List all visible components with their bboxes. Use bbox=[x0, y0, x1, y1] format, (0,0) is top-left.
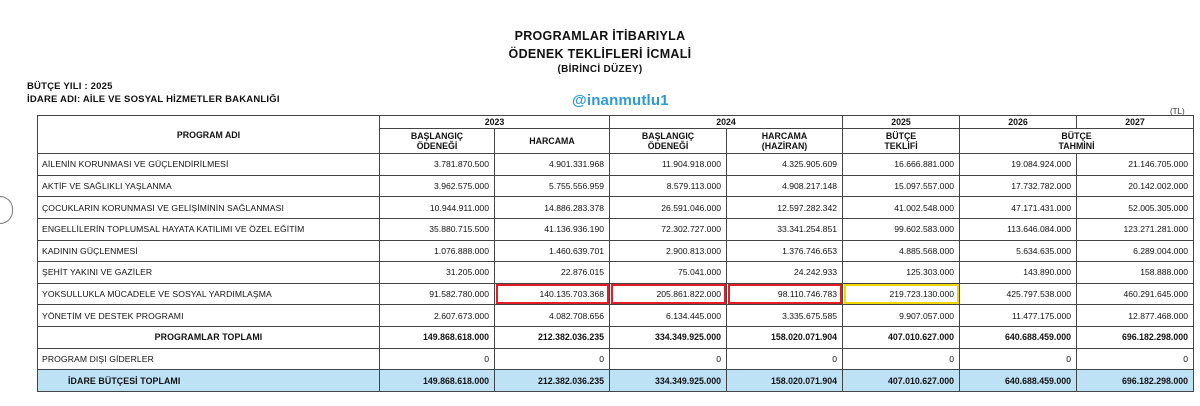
cell-value: 6.134.445.000 bbox=[610, 305, 727, 327]
cell-value: 24.242.933 bbox=[727, 262, 843, 284]
cell-value: 0 bbox=[727, 348, 843, 370]
cell-value: 52.005.305.000 bbox=[1077, 197, 1194, 219]
program-name: AİLENİN KORUNMASI VE GÜÇLENDİRİLMESİ bbox=[38, 154, 380, 176]
cell-value: 696.182.298.000 bbox=[1077, 370, 1194, 392]
subheader-butce-teklifi: BÜTÇE TEKLİFİ bbox=[843, 129, 960, 154]
cell-value: 16.666.881.000 bbox=[843, 154, 960, 176]
cell-value: 1.460.639.701 bbox=[495, 240, 610, 262]
title-line-1: PROGRAMLAR İTİBARIYLA bbox=[514, 29, 686, 43]
table-row-programs-total bbox=[38, 327, 1194, 349]
title-line-2: ÖDENEK TEKLİFLERİ İCMALİ bbox=[508, 47, 692, 61]
cell-value: 47.171.431.000 bbox=[960, 197, 1077, 219]
cell-value: 75.041.000 bbox=[610, 262, 727, 284]
cell-value: 22.876.015 bbox=[495, 262, 610, 284]
cell-value: 640.688.459.000 bbox=[960, 327, 1077, 349]
cell-value: 2.900.813.000 bbox=[610, 240, 727, 262]
budget-year: BÜTÇE YILI : 2025 bbox=[27, 81, 113, 92]
institution-name: İDARE ADI: AİLE VE SOSYAL HİZMETLER BAKANLIĞI bbox=[27, 94, 280, 105]
cell-value: 41.136.936.190 bbox=[495, 218, 610, 240]
cell-value: 640.688.459.000 bbox=[960, 370, 1077, 392]
cell-value: 0 bbox=[610, 348, 727, 370]
cell-value: 41.002.548.000 bbox=[843, 197, 960, 219]
program-name: AKTİF VE SAĞLIKLI YAŞLANMA bbox=[38, 175, 380, 197]
program-name: YÖNETİM VE DESTEK PROGRAMI bbox=[38, 305, 380, 327]
title-line-3: (BİRİNCİ DÜZEY) bbox=[557, 64, 643, 75]
cell-value: 0 bbox=[380, 348, 495, 370]
cell-value: 19.084.924.000 bbox=[960, 154, 1077, 176]
cell-value: 8.579.113.000 bbox=[610, 175, 727, 197]
cell-value: 1.076.888.000 bbox=[380, 240, 495, 262]
budget-table bbox=[37, 115, 1194, 392]
program-name-header: PROGRAM ADI bbox=[38, 116, 380, 154]
cell-value: 212.382.036.235 bbox=[495, 327, 610, 349]
subheader-butce-tahmini: BÜTÇE TAHMİNİ bbox=[960, 129, 1194, 154]
cell-value: 0 bbox=[495, 348, 610, 370]
cell-value: 212.382.036.235 bbox=[495, 370, 610, 392]
cell-value: 35.880.715.500 bbox=[380, 218, 495, 240]
program-name: PROGRAM DIŞI GİDERLER bbox=[38, 348, 380, 370]
program-name: İDARE BÜTÇESİ TOPLAMI bbox=[38, 370, 380, 392]
program-name: ÇOCUKLARIN KORUNMASI VE GELİŞİMİNİN SAĞLANMASI bbox=[38, 197, 380, 219]
cell-value: 1.376.746.653 bbox=[727, 240, 843, 262]
cell-value: 123.271.281.000 bbox=[1077, 218, 1194, 240]
cell-value: 20.142.002.000 bbox=[1077, 175, 1194, 197]
cell-value: 12.877.468.000 bbox=[1077, 305, 1194, 327]
table-row-highlighted bbox=[38, 283, 1194, 305]
cell-value: 15.097.557.000 bbox=[843, 175, 960, 197]
cell-value: 696.182.298.000 bbox=[1077, 327, 1194, 349]
year-2025-header: 2025 bbox=[843, 116, 960, 129]
cell-value: 9.907.057.000 bbox=[843, 305, 960, 327]
cell-value: 31.205.000 bbox=[380, 262, 495, 284]
document-title-block bbox=[0, 28, 1200, 77]
cell-value: 143.890.000 bbox=[960, 262, 1077, 284]
table-row bbox=[38, 218, 1194, 240]
cell-value: 0 bbox=[1077, 348, 1194, 370]
cell-value: 149.868.618.000 bbox=[380, 370, 495, 392]
cell-value: 2.607.673.000 bbox=[380, 305, 495, 327]
highlighted-cell-red: 140.135.703.368 bbox=[495, 283, 610, 305]
program-name: PROGRAMLAR TOPLAMI bbox=[38, 327, 380, 349]
cell-value: 99.602.583.000 bbox=[843, 218, 960, 240]
cell-value: 3.781.870.500 bbox=[380, 154, 495, 176]
cell-value: 3.962.575.000 bbox=[380, 175, 495, 197]
cell-value: 158.020.071.904 bbox=[727, 370, 843, 392]
table-row bbox=[38, 154, 1194, 176]
scan-edge-mark bbox=[0, 196, 13, 224]
cell-value: 4.901.331.968 bbox=[495, 154, 610, 176]
cell-value: 407.010.627.000 bbox=[843, 370, 960, 392]
cell-value: 334.349.925.000 bbox=[610, 370, 727, 392]
cell-value: 4.885.568.000 bbox=[843, 240, 960, 262]
cell-value: 91.582.780.000 bbox=[380, 283, 495, 305]
cell-value: 5.634.635.000 bbox=[960, 240, 1077, 262]
cell-value: 12.597.282.342 bbox=[727, 197, 843, 219]
cell-value: 334.349.925.000 bbox=[610, 327, 727, 349]
cell-value: 407.010.627.000 bbox=[843, 327, 960, 349]
program-name: KADININ GÜÇLENMESİ bbox=[38, 240, 380, 262]
cell-value: 17.732.782.000 bbox=[960, 175, 1077, 197]
year-2026-header: 2026 bbox=[960, 116, 1077, 129]
cell-value: 158.020.071.904 bbox=[727, 327, 843, 349]
cell-value: 4.325.905.609 bbox=[727, 154, 843, 176]
cell-value: 21.146.705.000 bbox=[1077, 154, 1194, 176]
cell-value: 4.908.217.148 bbox=[727, 175, 843, 197]
unit-label: (TL) bbox=[1170, 107, 1185, 116]
table-row bbox=[38, 305, 1194, 327]
cell-value: 0 bbox=[960, 348, 1077, 370]
cell-value: 6.289.004.000 bbox=[1077, 240, 1194, 262]
table-row bbox=[38, 197, 1194, 219]
cell-value: 26.591.046.000 bbox=[610, 197, 727, 219]
cell-value: 14.886.283.378 bbox=[495, 197, 610, 219]
cell-value: 3.335.675.585 bbox=[727, 305, 843, 327]
year-2023-header: 2023 bbox=[380, 116, 610, 129]
year-2027-header: 2027 bbox=[1077, 116, 1194, 129]
cell-value: 460.291.645.000 bbox=[1077, 283, 1194, 305]
cell-value: 5.755.556.959 bbox=[495, 175, 610, 197]
cell-value: 125.303.000 bbox=[843, 262, 960, 284]
table-row bbox=[38, 262, 1194, 284]
year-2024-header: 2024 bbox=[610, 116, 843, 129]
cell-value: 11.904.918.000 bbox=[610, 154, 727, 176]
cell-value: 4.082.708.656 bbox=[495, 305, 610, 327]
subheader-baslangic-2023: BAŞLANGIÇ ÖDENEĞİ bbox=[380, 129, 495, 154]
highlighted-cell-red: 98.110.746.783 bbox=[727, 283, 843, 305]
program-name: ENGELLİLERİN TOPLUMSAL HAYATA KATILIMI VE ÖZEL EĞİTİM bbox=[38, 218, 380, 240]
highlighted-cell-red: 205.861.822.000 bbox=[610, 283, 727, 305]
cell-value: 0 bbox=[843, 348, 960, 370]
subheader-harcama-2023: HARCAMA bbox=[495, 129, 610, 154]
cell-value: 158.888.000 bbox=[1077, 262, 1194, 284]
table-row bbox=[38, 348, 1194, 370]
subheader-baslangic-2024: BAŞLANGIÇ ÖDENEĞİ bbox=[610, 129, 727, 154]
table-row bbox=[38, 240, 1194, 262]
program-name: YOKSULLUKLA MÜCADELE VE SOSYAL YARDIMLAŞMA bbox=[38, 283, 380, 305]
cell-value: 149.868.618.000 bbox=[380, 327, 495, 349]
cell-value: 33.341.254.851 bbox=[727, 218, 843, 240]
cell-value: 72.302.727.000 bbox=[610, 218, 727, 240]
watermark-handle: @inanmutlu1 bbox=[572, 92, 669, 109]
cell-value: 425.797.538.000 bbox=[960, 283, 1077, 305]
program-name: ŞEHİT YAKINI VE GAZİLER bbox=[38, 262, 380, 284]
highlighted-cell-yellow: 219.723.130.000 bbox=[843, 283, 960, 305]
cell-value: 113.646.084.000 bbox=[960, 218, 1077, 240]
cell-value: 11.477.175.000 bbox=[960, 305, 1077, 327]
table-row bbox=[38, 175, 1194, 197]
table-row-grand-total bbox=[38, 370, 1194, 392]
cell-value: 10.944.911.000 bbox=[380, 197, 495, 219]
subheader-harcama-2024: HARCAMA (HAZİRAN) bbox=[727, 129, 843, 154]
